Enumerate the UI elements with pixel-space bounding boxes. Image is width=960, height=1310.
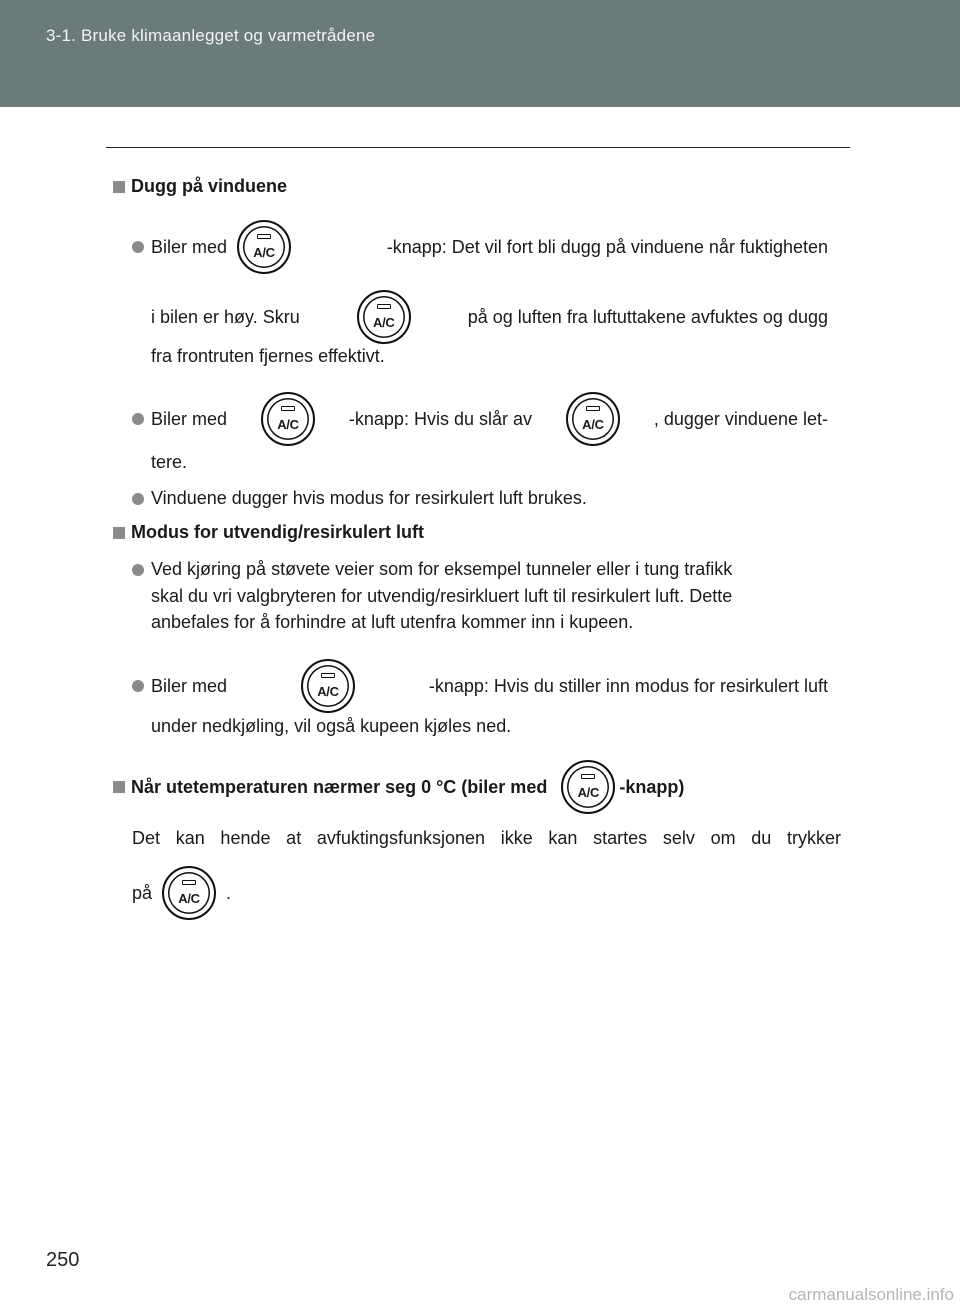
round-bullet-icon [132, 564, 144, 576]
ac-button-icon [561, 760, 615, 814]
text-span: Ved kjøring på støvete veier som for eksempel tunneler eller i tung trafikk [151, 559, 733, 579]
ac-button-icon [261, 392, 315, 446]
temp-paragraph-line-1 [132, 828, 841, 849]
dugg-bullet-1-line-1 [132, 220, 828, 274]
ac-label: A/C [372, 314, 395, 330]
dugg-bullet-2-line-1 [132, 392, 828, 446]
section-rule [106, 147, 850, 148]
round-bullet-icon [132, 493, 144, 505]
heading-text: -knapp) [619, 776, 685, 797]
modus-bullet-2-line-2 [151, 716, 511, 737]
ac-label: A/C [178, 890, 200, 906]
watermark-text: carmanualsonline.info [788, 1285, 954, 1304]
header-band [0, 0, 960, 107]
text-span: Biler med [151, 408, 228, 429]
ac-button-icon [301, 659, 355, 713]
square-bullet-icon [113, 181, 125, 193]
dugg-bullet-3 [132, 488, 587, 509]
text-span: -knapp: Hvis du stiller inn modus for resirkulert luft [428, 675, 828, 696]
text-span: , dugger vinduene let- [653, 408, 828, 429]
dugg-bullet-1-line-2 [151, 290, 828, 344]
text-span: . [226, 882, 232, 903]
ac-label: A/C [317, 683, 339, 699]
text-span: tere. [151, 452, 188, 472]
text-span: Biler med [151, 236, 228, 257]
text-span: anbefales for å forhindre at luft utenfra kommer inn i kupeen. [151, 612, 634, 632]
text-span: Vinduene dugger hvis modus for resirkulert luft brukes. [151, 488, 587, 508]
chapter-title: 3-1. Bruke klimaanlegget og varmetrådene [46, 26, 376, 45]
modus-bullet-1-line-3 [151, 612, 633, 633]
text-span: Det kan hende at avfuktingsfunksjonen ikke kan startes selv om du trykker [132, 828, 841, 848]
round-bullet-icon [132, 680, 144, 692]
ac-button-icon [162, 866, 216, 920]
ac-button-icon [237, 220, 291, 274]
dugg-bullet-1-line-3 [151, 346, 385, 367]
square-bullet-icon [113, 527, 125, 539]
modus-bullet-2-line-1 [132, 659, 828, 713]
ac-button-icon [357, 290, 411, 344]
ac-label: A/C [253, 244, 275, 260]
dugg-bullet-2-line-2 [151, 452, 187, 473]
text-span: fra frontruten fjernes effektivt. [151, 346, 385, 366]
section-heading-modus [113, 522, 424, 543]
round-bullet-icon [132, 413, 144, 425]
section-heading-temp [113, 760, 684, 814]
text-span: -knapp: Det vil fort bli dugg på vinduene når fuktigheten [386, 236, 828, 257]
ac-label: A/C [582, 416, 604, 432]
ac-button-icon [566, 392, 620, 446]
section-heading-dugg [113, 176, 287, 197]
heading-text: Modus for utvendig/resirkulert luft [131, 522, 425, 542]
text-span: Biler med [151, 675, 228, 696]
text-span: på [132, 882, 153, 903]
square-bullet-icon [113, 781, 125, 793]
text-span: i bilen er høy. Skru [151, 306, 300, 327]
modus-bullet-1-line-1 [132, 559, 732, 580]
round-bullet-icon [132, 241, 144, 253]
text-span: -knapp: Hvis du slår av [348, 408, 532, 429]
text-span: under nedkjøling, vil også kupeen kjøles ned. [151, 716, 512, 736]
ac-label: A/C [577, 784, 600, 800]
heading-text: Dugg på vinduene [131, 176, 288, 196]
modus-bullet-1-line-2 [151, 586, 732, 607]
text-span: skal du vri valgbryteren for utvendig/resirkluert luft til resirkulert luft. Dette [151, 586, 733, 606]
heading-text: Når utetemperaturen nærmer seg 0 °C (biler med [131, 776, 548, 797]
ac-label: A/C [277, 416, 299, 432]
temp-paragraph-line-2 [132, 866, 231, 920]
page-number: 250 [46, 1249, 80, 1271]
text-span: på og luften fra luftuttakene avfuktes og dugg [467, 306, 828, 327]
